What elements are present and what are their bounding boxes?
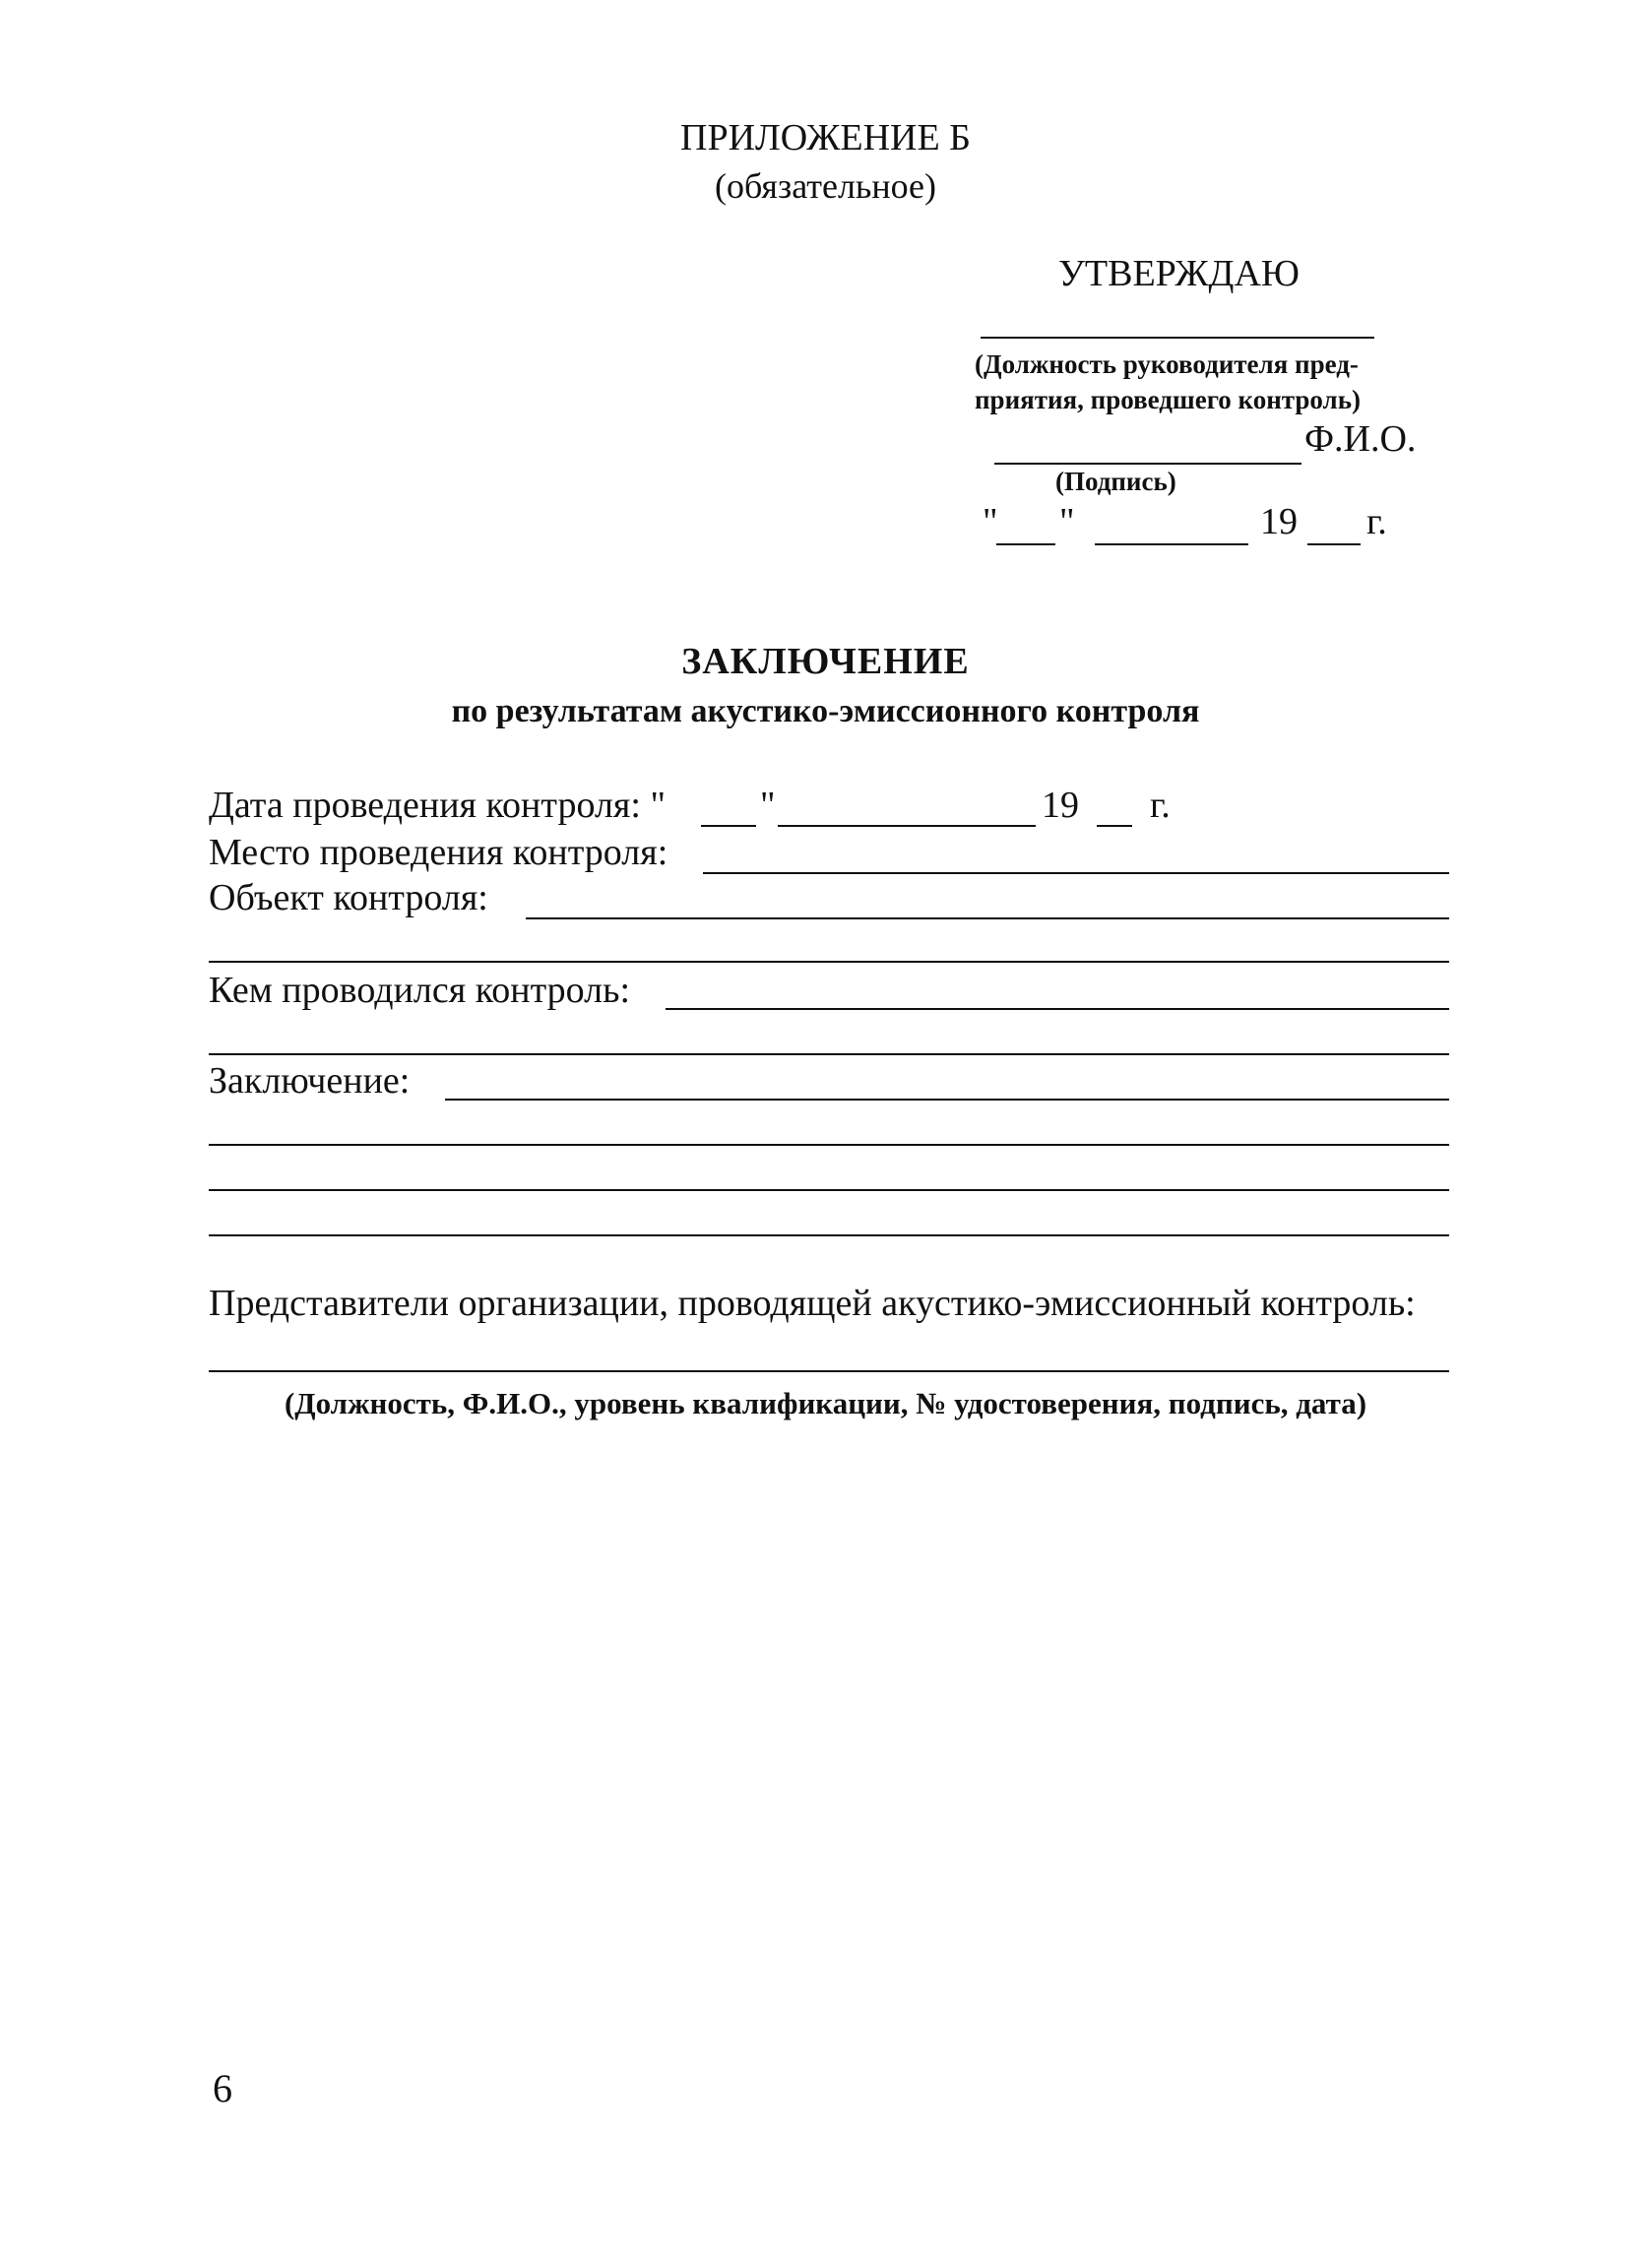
approval-date-year-line	[1307, 543, 1361, 545]
page-number: 6	[213, 2066, 232, 2110]
approval-date-quote-close: "	[1059, 501, 1075, 542]
fio-label: Ф.И.О.	[1304, 418, 1417, 460]
control-object-label: Объект контроля:	[209, 877, 488, 918]
approval-word: УТВЕРЖДАЮ	[1058, 253, 1300, 294]
conclusion-line-4	[209, 1234, 1449, 1236]
performed-by-label: Кем проводился контроль:	[209, 970, 631, 1011]
representatives-line	[209, 1370, 1449, 1372]
signature-caption: (Подпись)	[1055, 467, 1176, 496]
representatives-label: Представители организации, проводящей акустико-эмиссионный контроль:	[209, 1283, 1416, 1324]
control-date-quote-close: "	[760, 785, 776, 826]
conclusion-line-1	[445, 1099, 1449, 1101]
control-date-label: Дата проведения контроля: "	[209, 785, 666, 826]
approval-date-month-line	[1095, 543, 1248, 545]
approval-date-year-prefix: 19	[1260, 501, 1298, 542]
control-date-day-line	[701, 825, 756, 827]
position-caption-line-2: приятия, проведшего контроль)	[975, 385, 1361, 414]
conclusion-line-3	[209, 1189, 1449, 1191]
control-place-line	[703, 872, 1449, 874]
conclusion-line-2	[209, 1144, 1449, 1146]
control-place-label: Место проведения контроля:	[209, 832, 668, 873]
appendix-title: ПРИЛОЖЕНИЕ Б	[680, 117, 971, 158]
control-date-year-line	[1097, 825, 1132, 827]
position-caption-line-1: (Должность руководителя пред-	[975, 349, 1359, 379]
approval-date-day-line	[996, 543, 1055, 545]
conclusion-label: Заключение:	[209, 1060, 411, 1102]
control-date-year-suffix: г.	[1150, 785, 1171, 826]
performed-by-line	[666, 1008, 1449, 1010]
approval-date-year-suffix: г.	[1366, 501, 1387, 542]
appendix-subtitle: (обязательное)	[715, 166, 936, 206]
signature-line	[994, 463, 1302, 465]
control-date-month-line	[778, 825, 1036, 827]
control-date-year-prefix: 19	[1042, 785, 1079, 826]
document-subheading: по результатам акустико-эмиссионного контроля	[451, 693, 1200, 729]
representatives-caption: (Должность, Ф.И.О., уровень квалификации, № удостоверения, подпись, дата)	[284, 1386, 1367, 1420]
performed-by-line-2	[209, 1053, 1449, 1055]
document-heading: ЗАКЛЮЧЕНИЕ	[681, 641, 970, 682]
control-object-line	[526, 917, 1449, 919]
position-caption	[975, 346, 1361, 417]
position-line	[981, 337, 1374, 339]
control-object-line-2	[209, 961, 1449, 963]
approval-date-quote-open: "	[983, 501, 998, 542]
